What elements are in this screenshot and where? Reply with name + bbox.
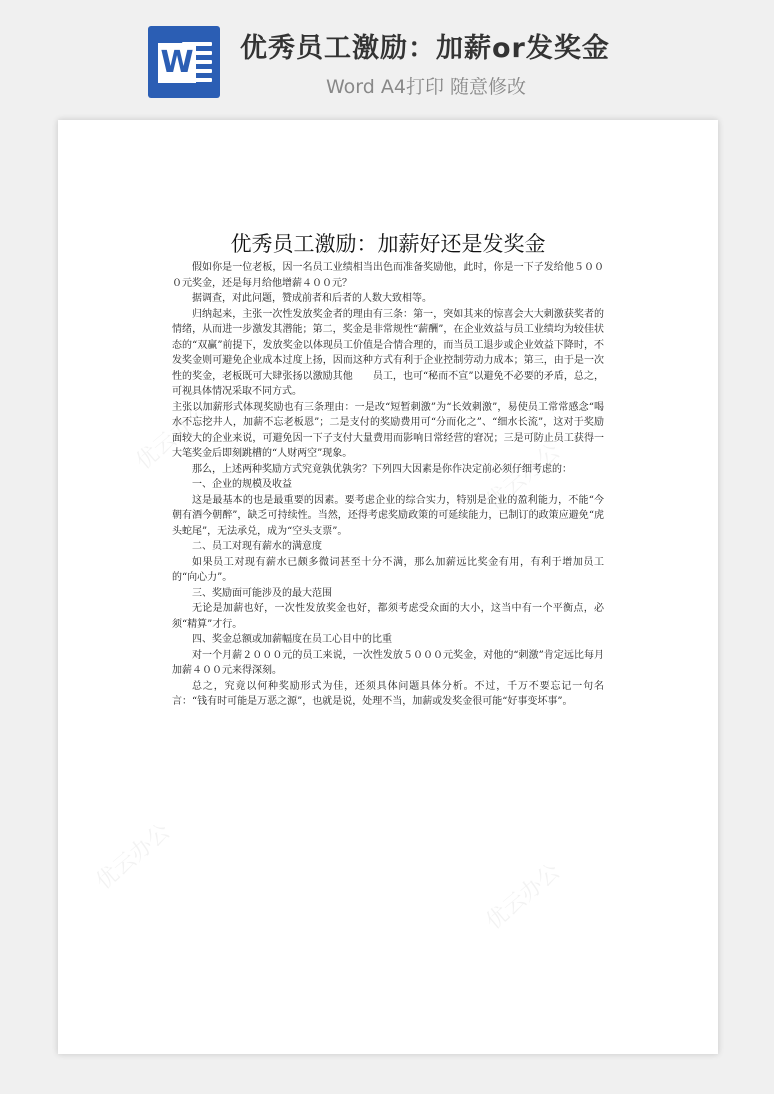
- paragraph: 一、企业的规模及收益: [192, 479, 292, 490]
- paragraph: 如果员工对现有薪水已颇多微词甚至十分不满，那么加薪远比奖金有用，有利于增加员工的“向心力”。: [172, 556, 604, 583]
- paragraph: 假如你是一位老板，因一名员工业绩相当出色而准备奖励他，此时，你是一下子发给他５０００元奖金，还是每月给他增薪４００元？: [172, 262, 604, 289]
- document-page: [58, 120, 718, 1054]
- document-body: [172, 260, 604, 710]
- paragraph: 对一个月薪２０００元的员工来说，一次性发放５０００元奖金，对他的“刺激”肯定远比每月加薪４００元来得深刻。: [172, 649, 604, 676]
- paragraph: 四、奖金总额或加薪幅度在员工心目中的比重: [192, 634, 392, 645]
- header: [0, 0, 774, 118]
- word-icon: [148, 26, 220, 98]
- watermark: 优云办公: [481, 859, 566, 935]
- document-title: 优秀员工激励：加薪好还是发奖金: [230, 232, 546, 256]
- paragraph: 三、奖励面可能涉及的最大范围: [192, 587, 332, 599]
- paragraph: 这是最基本的也是最重要的因素。要考虑企业的综合实力，特别是企业的盈利能力，不能“今朝有酒今朝醉”，缺乏可持续性。当然，还得考虑奖励政策的可延续能力，已制订的政策应避免“虎头蛇尾”，无法承兑，成为“空头支票”。: [172, 494, 604, 537]
- paragraph: 无论是加薪也好，一次性发放奖金也好，都须考虑受众面的大小，这当中有一个平衡点，必须“精算”才行。: [172, 603, 604, 630]
- logo-letter: W: [158, 43, 196, 83]
- watermark: 优云办公: [91, 819, 176, 895]
- paragraph: 归纳起来，主张一次性发放奖金者的理由有三条：第一，突如其来的惊喜会大大刺激获奖者的情绪，从而进一步激发其潜能；第二，奖金是非常规性“薪酬”，在企业效益与员工业绩均为较佳状态的“双赢”前提下，发放奖金以体现员工价值是合情合理的，而当员工退步或企业效益下降时，不发奖金则可避免企业成本过度上扬，因而这种方式有利于企业控制劳动力成本；第三，由于是一次性的奖金，老板既可大肆张扬以激励其他 员工，也可“秘而不宣”以避免不必要的矛盾，总之，可视具体情况采取不同方式。: [172, 308, 604, 397]
- paragraph: 二、员工对现有薪水的满意度: [192, 541, 322, 552]
- watermark: 优云办公: [481, 439, 566, 515]
- watermark: 优云办公: [131, 399, 216, 475]
- paragraph: 那么，上述两种奖励方式究竟孰优孰劣？下列四大因素是你作决定前必须仔细考虑的：: [192, 463, 572, 475]
- paragraph: 总之，究竟以何种奖励形式为佳，还须具体问题具体分析。不过，千万不要忘记一句名言：“钱有时可能是万恶之源”，也就是说，处理不当，加薪或发奖金很可能“好事变坏事”。: [172, 680, 604, 707]
- page-title: 优秀员工激励：加薪or发奖金: [240, 33, 610, 64]
- paragraph: 主张以加薪形式体现奖励也有三条理由：一是改“短暂刺激”为“长效刺激”，易使员工常常感念“喝水不忘挖井人，加薪不忘老板恩”；二是支付的奖励费用可“分而化之”、“细水长流”，这对于奖励面较大的企业来说，可避免因一下子支付大量费用而影响日常经营的窘况；三是可防止员工获得一大笔奖金后即刻跳槽的“人财两空”现象。: [172, 401, 604, 459]
- page-subtitle: Word A4打印 随意修改: [326, 76, 527, 98]
- paragraph: 据调查，对此问题，赞成前者和后者的人数大致相等。: [192, 293, 432, 304]
